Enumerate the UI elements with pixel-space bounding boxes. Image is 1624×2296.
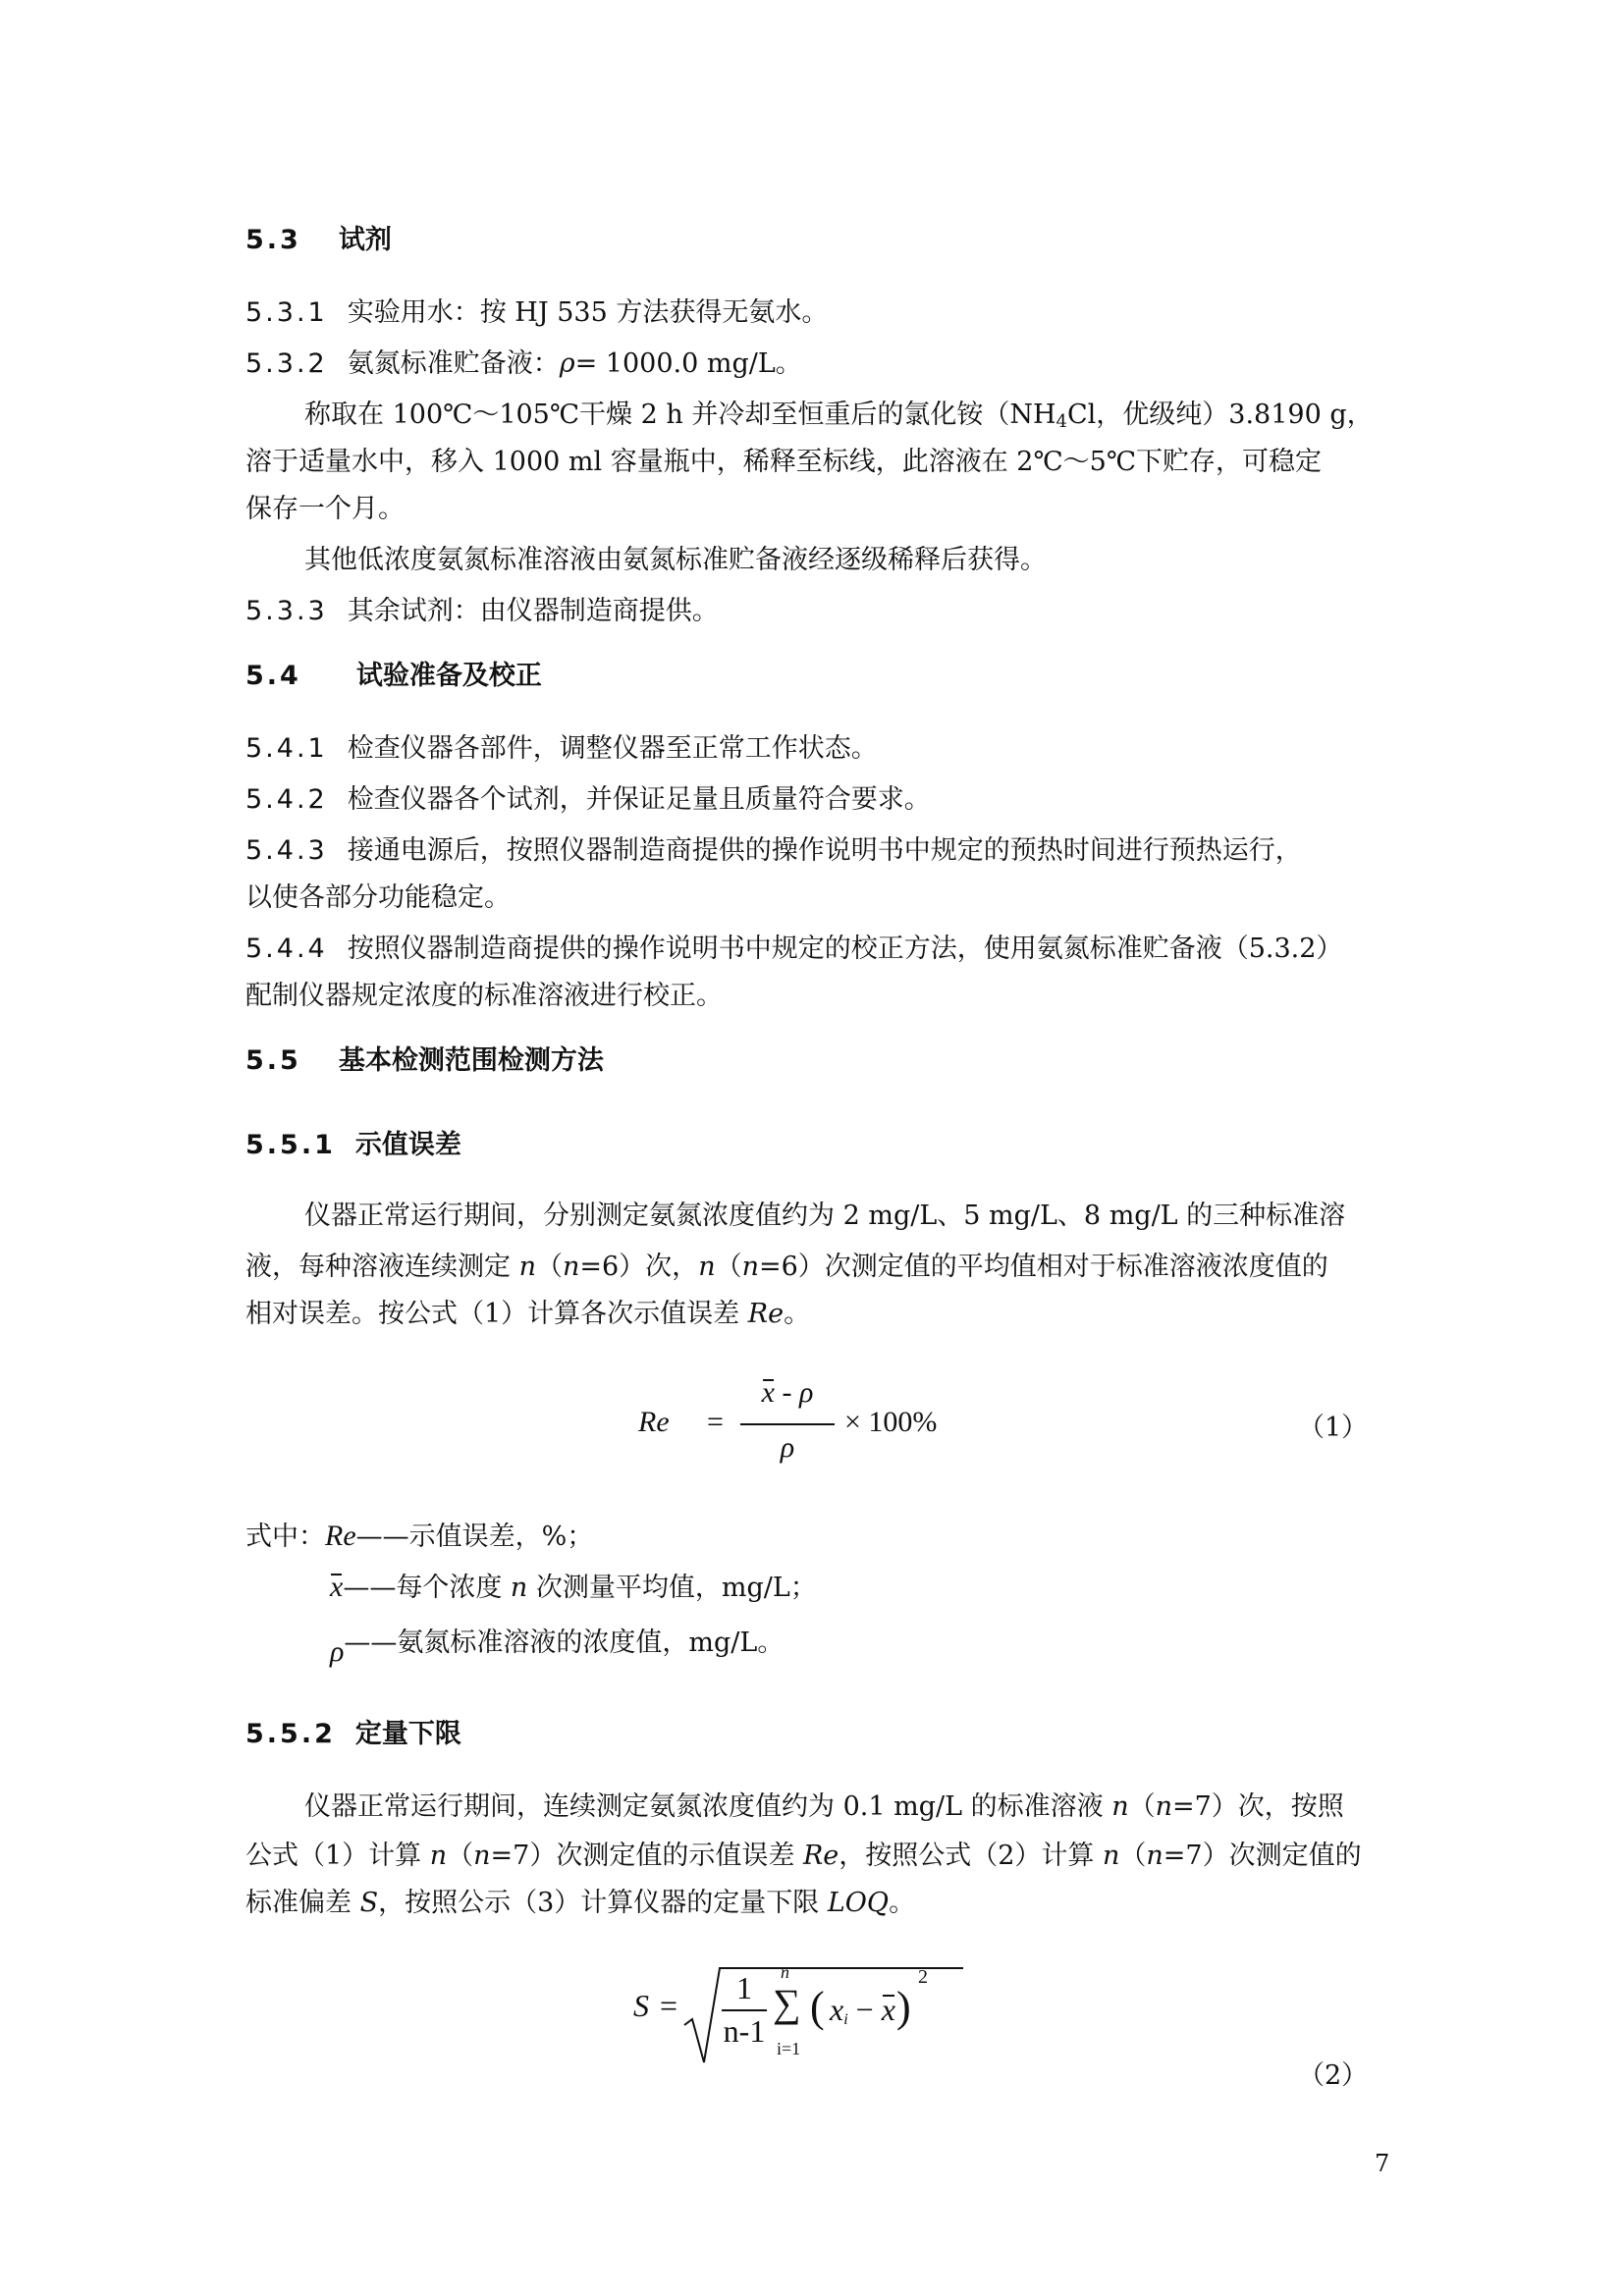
paragraph-text: =7）次测定值的示值误差	[490, 1841, 803, 1871]
paragraph-text: ，按照公式（2）计算	[839, 1841, 1104, 1871]
formula-1	[638, 1374, 1365, 1482]
section-heading-5-5-1	[245, 1129, 461, 1162]
clause-text: 其余试剂：由仪器制造商提供。	[347, 596, 719, 626]
paragraph-line	[304, 1790, 1344, 1824]
formula-denominator: ρ	[780, 1431, 795, 1464]
equals-sign: =	[707, 1406, 724, 1438]
var-re: Re	[325, 1520, 356, 1552]
section-heading-5-5	[245, 1044, 604, 1078]
paragraph-text: ，按照公示（3）计算仪器的定量下限	[378, 1888, 828, 1918]
clause-5-3-2	[245, 347, 802, 381]
paragraph-text: 溶于适量水中，移入 1000 ml 容量瓶中，稀释至标线，此溶液在 2℃～5℃下贮存，可稳定	[245, 447, 1323, 477]
paragraph-text: 。	[889, 1888, 916, 1918]
section-title: 试验准备及校正	[355, 661, 542, 691]
paragraph-text: =7）次测定值的	[1163, 1841, 1362, 1871]
formula-numerator	[740, 1376, 835, 1410]
clause-text: 实验用水：按 HJ 535 方法获得无氨水。	[347, 297, 829, 328]
close-paren: )	[896, 1983, 911, 2031]
var-n: n	[510, 1573, 528, 1603]
paragraph-text: 。	[784, 1299, 811, 1329]
minus-sign: −	[847, 1992, 882, 2027]
clause-number: 5.4.1	[245, 733, 328, 764]
page-number: 7	[1375, 2150, 1390, 2177]
paragraph-line	[245, 1251, 1328, 1284]
clause-5-4-1	[245, 732, 878, 766]
var-n: n	[1111, 1791, 1129, 1822]
paragraph-line	[304, 1200, 1345, 1233]
summation-body	[830, 1992, 895, 2029]
equation-number-2: （2）	[1298, 2060, 1369, 2091]
clause-number: 5.4.3	[245, 835, 328, 866]
paragraph-text: （	[1128, 1791, 1156, 1822]
var-n: n	[473, 1841, 491, 1871]
paragraph-text: （	[1119, 1841, 1147, 1871]
fraction-bar	[722, 2009, 767, 2011]
where-desc: ——示值误差，%；	[355, 1522, 594, 1552]
summation-lower: i=1	[777, 2039, 801, 2058]
paragraph-text: 仪器正常运行期间，分别测定氨氮浓度值约为 2 mg/L、5 mg/L、8 mg/L 的三种标准溶	[304, 1201, 1346, 1231]
formula-multiplier: × 100%	[844, 1406, 938, 1438]
summation-upper: n	[781, 1962, 789, 1982]
clause-text: 氨氮标准贮备液：	[347, 348, 560, 379]
section-number: 5.4	[245, 661, 301, 691]
var-n: n	[562, 1252, 580, 1282]
exponent: 2	[918, 1966, 928, 1988]
formula-lhs: Re	[638, 1406, 670, 1438]
section-title: 定量下限	[354, 1719, 461, 1749]
x-bar: x	[761, 1376, 775, 1409]
clause-text: 配制仪器规定浓度的标准溶液进行校正。	[245, 981, 723, 1011]
open-paren: (	[810, 1983, 825, 2031]
clause-number: 5.3.3	[245, 596, 328, 626]
paragraph-text: 仪器正常运行期间，连续测定氨氮浓度值约为 0.1 mg/L 的标准溶液	[304, 1791, 1112, 1822]
paragraph-text: 公式（1）计算	[245, 1841, 430, 1871]
section-number: 5.5.2	[245, 1719, 336, 1749]
where-re	[245, 1520, 593, 1554]
paragraph-line	[245, 1298, 810, 1331]
section-number: 5.5	[245, 1045, 301, 1076]
paragraph-line	[245, 1840, 1362, 1873]
where-label: 式中：	[245, 1522, 325, 1552]
var-n: n	[1103, 1841, 1120, 1871]
paragraph-text: （	[535, 1252, 563, 1282]
rho-symbol: ρ	[559, 348, 575, 379]
equals-sign: =	[660, 1988, 678, 2023]
fraction-numerator: 1	[736, 1970, 752, 2005]
formula-lhs: S	[633, 1988, 649, 2023]
section-number: 5.3	[245, 225, 301, 255]
paragraph-line	[245, 980, 723, 1013]
formula-2	[633, 1958, 967, 2076]
summation-symbol: ∑	[773, 1981, 801, 2025]
subscript-i: i	[843, 2011, 848, 2028]
section-heading-5-5-2	[245, 1718, 461, 1751]
paragraph-text: 液，每种溶液连续测定	[245, 1252, 519, 1282]
var-re: Re	[747, 1299, 785, 1329]
paragraph-text: 相对误差。按公式（1）计算各次示值误差	[245, 1299, 748, 1329]
clause-5-4-2	[245, 783, 931, 817]
section-title: 示值误差	[354, 1130, 461, 1160]
section-heading-5-3	[245, 224, 392, 257]
paragraph-text: （	[715, 1252, 742, 1282]
paragraph-text: （	[447, 1841, 474, 1871]
paragraph-line	[245, 881, 511, 915]
paragraph-line	[304, 399, 1374, 439]
numerator-rest: - ρ	[774, 1376, 814, 1409]
clause-5-3-1	[245, 296, 828, 330]
paragraph-text: =6）次测定值的平均值相对于标准溶液浓度值的	[758, 1252, 1328, 1282]
paragraph-line	[304, 544, 1047, 577]
section-title: 基本检测范围检测方法	[338, 1045, 604, 1076]
section-number: 5.5.1	[245, 1130, 336, 1160]
fraction-bar	[740, 1423, 835, 1425]
clause-number: 5.3.2	[245, 348, 328, 379]
clause-number: 5.4.4	[245, 934, 328, 964]
fraction-denominator: n-1	[723, 2013, 766, 2049]
clause-number: 5.4.2	[245, 784, 328, 815]
subscript: 4	[1056, 411, 1067, 432]
var-x: x	[830, 1992, 844, 2027]
where-desc: 次测量平均值，mg/L；	[527, 1573, 817, 1603]
paragraph-text: 其他低浓度氨氮标准溶液由氨氮标准贮备液经逐级稀释后获得。	[304, 545, 1047, 575]
clause-text: 以使各部分功能稳定。	[245, 882, 511, 913]
clause-number: 5.3.1	[245, 297, 328, 328]
paragraph-text: 称取在 100℃～105℃干燥 2 h 并冷却至恒重后的氯化铵（NH	[304, 400, 1056, 430]
clause-text: 接通电源后，按照仪器制造商提供的操作说明书中规定的预热时间进行预热运行，	[347, 835, 1302, 866]
where-xbar	[330, 1571, 817, 1605]
clause-text: = 1000.0 mg/L。	[574, 348, 802, 379]
paragraph-text: 标准偏差	[245, 1888, 360, 1918]
equation-number-1: （1）	[1298, 1413, 1369, 1443]
clause-text: 按照仪器制造商提供的操作说明书中规定的校正方法，使用氨氮标准贮备液（5.3.2）	[347, 934, 1343, 964]
var-n: n	[518, 1252, 536, 1282]
clause-text: 检查仪器各个试剂，并保证足量且质量符合要求。	[347, 784, 931, 815]
clause-text: 检查仪器各部件，调整仪器至正常工作状态。	[347, 733, 878, 764]
rho-symbol: ρ	[330, 1635, 345, 1668]
x-bar: x	[881, 1992, 895, 2027]
var-s: S	[359, 1888, 379, 1918]
where-desc: ——氨氮标准溶液的浓度值，mg/L。	[344, 1628, 785, 1658]
section-title: 试剂	[338, 225, 392, 255]
paragraph-text: 保存一个月。	[245, 494, 405, 524]
paragraph-text: =6）次，	[579, 1252, 699, 1282]
clause-5-4-4	[245, 933, 1342, 966]
clause-5-4-3	[245, 834, 1302, 868]
paragraph-line	[245, 446, 1322, 479]
var-n: n	[741, 1252, 759, 1282]
paragraph-line	[245, 1887, 915, 1920]
where-desc: ——每个浓度	[343, 1573, 511, 1603]
var-loq: LOQ	[827, 1888, 890, 1918]
var-n: n	[1155, 1791, 1172, 1822]
var-n: n	[698, 1252, 716, 1282]
var-n: n	[429, 1841, 448, 1871]
clause-5-3-3	[245, 595, 719, 628]
paragraph-line	[245, 493, 405, 526]
var-re: Re	[802, 1841, 839, 1871]
where-rho	[330, 1626, 785, 1668]
paragraph-text: =7）次，按照	[1171, 1791, 1344, 1822]
var-n: n	[1146, 1841, 1164, 1871]
paragraph-text: Cl，优级纯）3.8190 g，	[1067, 400, 1374, 430]
section-heading-5-4	[245, 660, 542, 693]
x-bar: x	[330, 1571, 344, 1603]
